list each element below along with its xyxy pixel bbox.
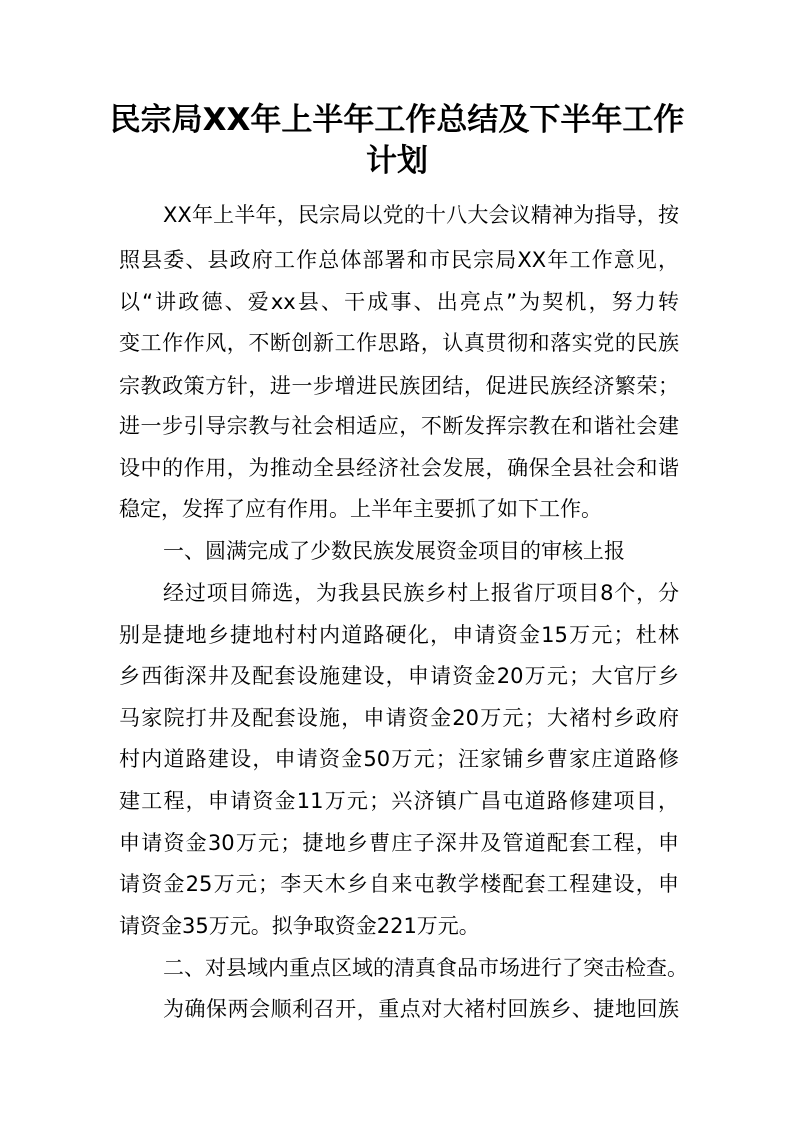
body-text-line: 变工作作风，不断创新工作思路，认真贯彻和落实党的民族 xyxy=(119,331,679,355)
body-text-line: 设中的作用，为推动全县经济社会发展，确保全县社会和谐 xyxy=(119,456,679,480)
body-text-line: XX年上半年，民宗局以党的十八大会议精神为指导，按 xyxy=(163,203,679,227)
body-text-line: 村内道路建设，申请资金50万元；汪家铺乡曹家庄道路修 xyxy=(119,747,679,771)
body-text-line: 别是捷地乡捷地村村内道路硬化，申请资金15万元；杜林 xyxy=(119,623,679,647)
body-text-line: 照县委、县政府工作总体部署和市民宗局XX年工作意见， xyxy=(119,248,679,272)
body-text-line: 以“讲政德、爱xx县、干成事、出亮点”为契机，努力转 xyxy=(119,290,679,314)
body-text-line: 乡西街深井及配套设施建设，申请资金20万元；大官厅乡 xyxy=(119,664,679,688)
body-text-line: 请资金35万元。拟争取资金221万元。 xyxy=(119,914,480,938)
document-title-line-2: 计划 xyxy=(366,143,428,179)
document-title-line-1: 民宗局XX年上半年工作总结及下半年工作 xyxy=(109,102,685,138)
body-text-line: 宗教政策方针，进一步增进民族团结，促进民族经济繁荣； xyxy=(119,374,679,398)
body-text-line: 稳定，发挥了应有作用。上半年主要抓了如下工作。 xyxy=(119,497,602,521)
body-text-line: 进一步引导宗教与社会相适应，不断发挥宗教在和谐社会建 xyxy=(119,414,679,438)
body-text-line: 马家院打井及配套设施，申请资金20万元；大褚村乡政府 xyxy=(119,706,679,730)
body-text-line: 建工程，申请资金11万元；兴济镇广昌屯道路修建项目， xyxy=(119,789,679,813)
section-heading-2: 二、对县域内重点区域的清真食品市场进行了突击检查。 xyxy=(163,956,688,980)
body-text-line: 请资金25万元；李天木乡自来屯教学楼配套工程建设，申 xyxy=(119,872,679,896)
section-heading-1: 一、圆满完成了少数民族发展资金项目的审核上报 xyxy=(163,539,625,563)
body-text-line: 经过项目筛选，为我县民族乡村上报省厅项目8个，分 xyxy=(163,581,679,605)
body-text-line: 为确保两会顺利召开，重点对大褚村回族乡、捷地回族 xyxy=(163,997,679,1021)
body-text-line: 申请资金30万元；捷地乡曹庄子深井及管道配套工程，申 xyxy=(119,831,679,855)
